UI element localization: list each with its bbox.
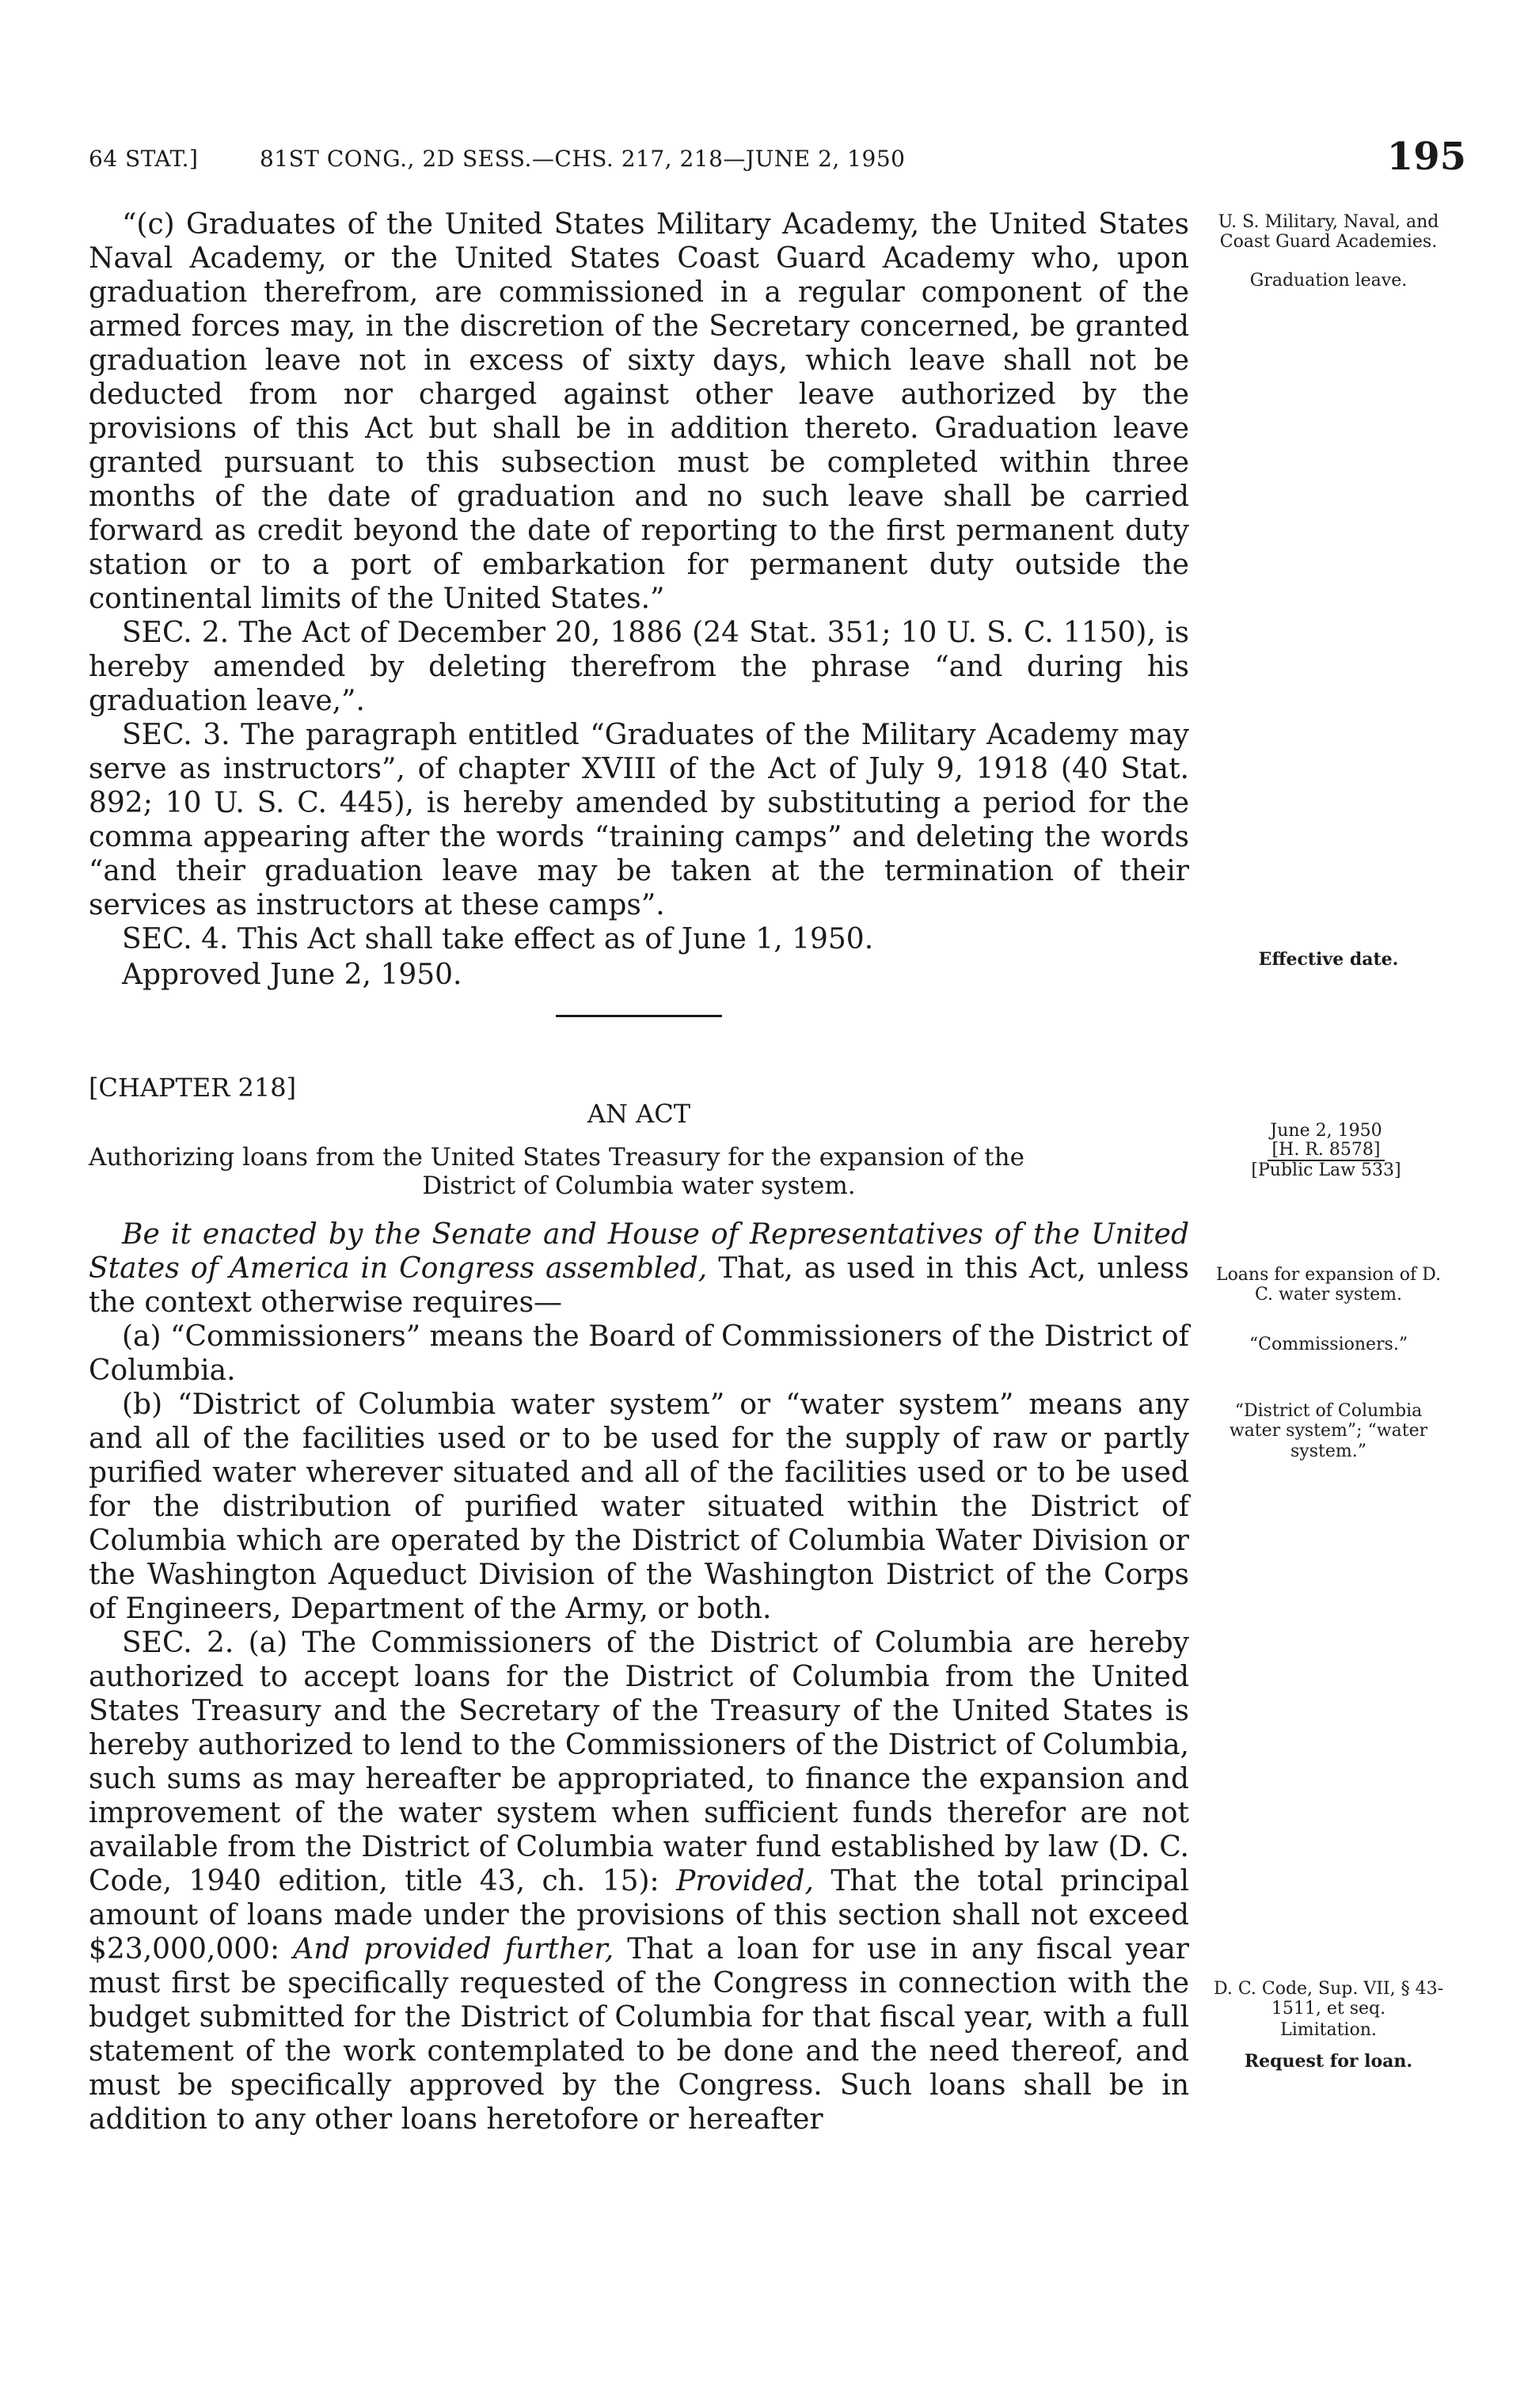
act-heading: AN ACT [587, 1099, 691, 1129]
purpose-line-1: Authorizing loans from the United States Treasury for the expansion of the [89, 1143, 1024, 1172]
page-header [89, 135, 1466, 196]
act-purpose [89, 1143, 1189, 1200]
margin-note-commissioners: “Commissioners.” [1249, 1335, 1408, 1354]
enacting-text: That, as used in this Act, unless the context otherwise requires— [89, 1252, 1190, 1319]
margin-note-limitation: Limitation. [1280, 2020, 1377, 2040]
section-3 [89, 718, 1189, 922]
margin-note-request-for-loan: Request for loan. [1244, 2051, 1413, 2072]
section-text-part-1: (a) The Commissioners of the District of Columbia are hereby authorized to accept loans for the District of Columbia from the United States Treasury and the Secretary of the Treasury of the United States is hereby authorized to lend to the Commissioners of the District of Columbia, such sums as may hereafter be appropriated, to finance the expansion and improvement of the water system when sufficient funds therefor are not available from the District of Columbia water fund established by law (D. C. Code, 1940 edition, title 43, ch. 15): [89, 1627, 1189, 1897]
definition-a: (a) “Commissioners” means the Board of Commissioners of the District of Columbia. [89, 1320, 1189, 1387]
public-law-number: [Public Law 533] [1251, 1160, 1401, 1180]
section-2 [89, 616, 1189, 718]
section-text: This Act shall take effect as of June 1, 1950. [237, 923, 874, 955]
section-text-part-2: That the total principal amount of loans made under the provisions of this section shall not exceed $23,000,000: [89, 1865, 1189, 1966]
purpose-line-2: District of Columbia water system. [422, 1172, 856, 1200]
paragraph-c: “(c) Graduates of the United States Military Academy, the United States Naval Academy, or the United States Coast Guard Academy who, upon graduation therefrom, are commissioned in a regular component of the armed forces may, in the discretion of the Secretary concerned, be granted graduation leave not in excess of sixty days, which leave shall not be deducted from nor charged against other leave authorized by the provisions of this Act but shall be in addition thereto. Graduation leave granted pursuant to this subsection must be completed within three months of the date of graduation and no such leave shall be carried forward as credit beyond the date of reporting to the first permanent duty station or to a port of embarkation for permanent duty outside the continental limits of the United States.” [89, 208, 1189, 615]
statute-volume: 64 STAT.] [89, 146, 199, 172]
proviso-2: And provided further, [293, 1933, 614, 1966]
margin-note-effective-date: Effective date. [1258, 949, 1399, 970]
section-4 [89, 922, 1189, 956]
margin-note-loans: Loans for expansion of D. C. water system. [1215, 1265, 1442, 1305]
enacting-formula: Be it enacted by the Senate and House of Representatives of the United States of America in Congress assembled, [89, 1218, 1189, 1285]
section-divider [556, 1015, 722, 1017]
margin-note-graduation-leave: Graduation leave. [1249, 271, 1408, 291]
margin-note-water-system: “District of Columbia water system”; “water system.” [1229, 1401, 1428, 1461]
definition-b: (b) “District of Columbia water system” or “water system” means any and all of the facilities used or to be used for the supply of raw or partly purified water wherever situated and all of the facilities used or to be used for the distribution of purified water situated within the District of Columbia which are operated by the District of Columbia Water Division or the Washington Aqueduct Division of the Washington District of the Corps of Engineers, Department of the Army, or both. [89, 1388, 1189, 1625]
enactment-date: June 2, 1950 [1270, 1121, 1382, 1141]
chapter-217-body [89, 207, 1189, 992]
section-text: The paragraph entitled “Graduates of the Military Academy may serve as instructors”, of chapter XVIII of the Act of July 9, 1918 (40 Stat. 892; 10 U. S. C. 445), is hereby amended by substituting a period for the comma appearing after the words “training camps” and deleting the words “and their graduation leave may be taken at the termination of their services as instructors at these camps”. [89, 719, 1190, 921]
section-2-loans [89, 1626, 1189, 2136]
chapter-label: [CHAPTER 218] [89, 1073, 297, 1103]
enacting-clause [89, 1217, 1189, 1320]
section-text-part-3: That a loan for use in any fiscal year must first be specifically requested of the Congress in connection with the budget submitted for the District of Columbia for that fiscal year, with a full statement of the work contemplated to be done and the need thereof, and must be specifically approved by the Congress. Such loans shall be in addition to any other loans heretofore or hereafter [89, 1933, 1189, 2136]
margin-note-dc-code: D. C. Code, Sup. VII, § 43-1511, et seq. [1213, 1979, 1444, 2019]
section-text: The Act of December 20, 1886 (24 Stat. 351; 10 U. S. C. 1150), is hereby amended by deleting therefrom the phrase “and during his graduation leave,”. [89, 617, 1190, 717]
session-heading: 81ST CONG., 2D SESS.—CHS. 217, 218—JUNE 2, 1950 [260, 146, 906, 172]
section-label: SEC. 2. [122, 1627, 234, 1659]
approved-line: Approved June 2, 1950. [122, 959, 462, 991]
house-bill-number: [H. R. 8578] [1268, 1141, 1385, 1161]
margin-note-academies: U. S. Military, Naval, and Coast Guard Academies. [1218, 212, 1439, 253]
chapter-218-body [89, 1217, 1189, 2136]
page-number: 195 [1386, 135, 1466, 179]
section-label: SEC. 2. [122, 617, 230, 649]
section-label: SEC. 4. [122, 923, 229, 955]
section-label: SEC. 3. [122, 719, 230, 751]
proviso-1: Provided, [676, 1865, 814, 1897]
enactment-reference [1203, 1122, 1449, 1180]
